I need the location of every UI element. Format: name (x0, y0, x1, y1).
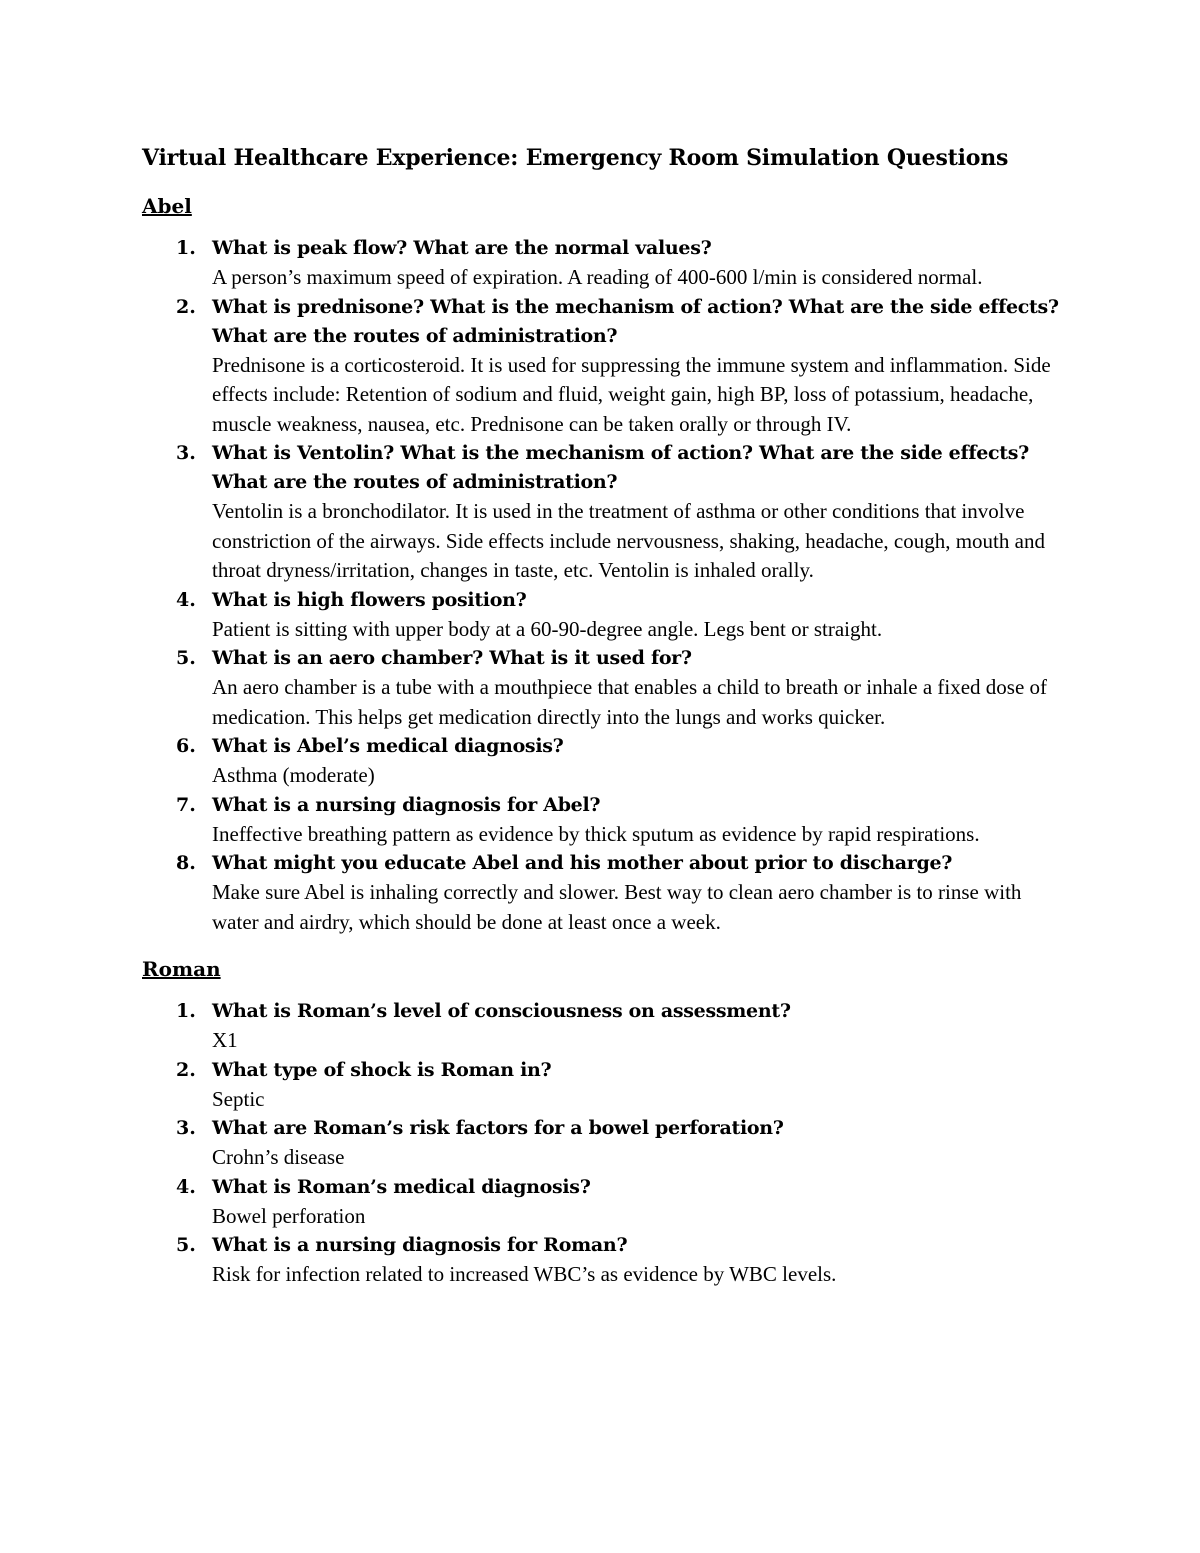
question-number: 6. (176, 735, 196, 757)
question-text: What is prednisone? What is the mechanism of action? What are the side effects? What are the routes of administration? (212, 295, 1059, 347)
question-item (142, 1231, 1062, 1290)
answer-text: An aero chamber is a tube with a mouthpiece that enables a child to breath or inhale a fixed dose of medication. This helps get medication directly into the lungs and works quicker. (212, 675, 1048, 729)
question-text: What is Ventolin? What is the mechanism of action? What are the side effects? What are the routes of administration? (212, 442, 1029, 493)
section-heading-roman: Roman (142, 957, 221, 981)
answer-text: Patient is sitting with upper body at a 60-90-degree angle. Legs bent or straight. (212, 616, 883, 641)
question-text: What is Abel’s medical diagnosis? (212, 735, 564, 757)
question-item (142, 1173, 1062, 1232)
question-text: What is Roman’s level of consciousness on assessment? (212, 1000, 791, 1022)
question-number: 8. (176, 852, 196, 874)
answer-text: Crohn’s disease (212, 1145, 345, 1169)
question-number: 1. (176, 1000, 196, 1022)
answer-text: A person’s maximum speed of expiration. A reading of 400-600 l/min is considered normal. (212, 265, 983, 289)
question-item (142, 234, 1062, 293)
question-item (142, 439, 1062, 586)
answer-text: Risk for infection related to increased WBC’s as evidence by WBC levels. (212, 1262, 837, 1286)
question-number: 5. (176, 647, 196, 669)
question-number: 5. (176, 1234, 196, 1256)
section-roman (142, 955, 1062, 1290)
question-item (142, 791, 1062, 850)
answer-text: Ineffective breathing pattern as evidence by thick sputum as evidence by rapid respirations. (212, 821, 980, 846)
question-item (142, 293, 1062, 440)
question-text: What type of shock is Roman in? (212, 1058, 552, 1081)
question-text: What is a nursing diagnosis for Abel? (212, 793, 601, 816)
question-number: 4. (176, 588, 196, 611)
answer-text: Make sure Abel is inhaling correctly and slower. Best way to clean aero chamber is to rinse with water and airdry, which should be done at least once a week. (212, 880, 1022, 934)
answer-text: X1 (212, 1028, 238, 1052)
answer-text: Bowel perforation (212, 1203, 366, 1228)
question-item (142, 1114, 1062, 1173)
document-page (142, 140, 1062, 1290)
answer-text: Ventolin is a bronchodilator. It is used in the treatment of asthma or other conditions that involve constriction of the airways. Side effects include nervousness, shaking, headache, cough, mouth and throat dryness/irritation, changes in taste, etc. Ventolin is inhaled orally. (212, 499, 1045, 582)
question-number: 2. (176, 295, 196, 318)
question-number: 3. (176, 1117, 196, 1139)
question-list-roman (142, 997, 1062, 1290)
question-item (142, 644, 1062, 732)
question-number: 7. (176, 793, 196, 816)
question-item (142, 586, 1062, 645)
question-text: What is an aero chamber? What is it used for? (212, 647, 692, 669)
section-abel (142, 192, 1062, 937)
answer-text: Septic (212, 1086, 265, 1111)
question-number: 1. (176, 237, 196, 259)
question-text: What is high flowers position? (212, 588, 527, 611)
answer-text: Asthma (moderate) (212, 763, 375, 787)
question-text: What is Roman’s medical diagnosis? (212, 1175, 591, 1198)
question-list-abel (142, 234, 1062, 937)
question-item (142, 849, 1062, 937)
question-item (142, 732, 1062, 791)
question-number: 2. (176, 1058, 196, 1081)
question-text: What is peak flow? What are the normal values? (212, 237, 712, 259)
question-item (142, 1056, 1062, 1115)
question-text: What are Roman’s risk factors for a bowel perforation? (212, 1117, 784, 1139)
question-text: What is a nursing diagnosis for Roman? (212, 1234, 628, 1256)
answer-text: Prednisone is a corticosteroid. It is used for suppressing the immune system and inflammation. Side effects include: Retention of sodium and fluid, weight gain, high BP, loss of potassium, headache, muscle weakness, nausea, etc. Prednisone can be taken orally or through IV. (212, 352, 1051, 436)
question-number: 3. (176, 442, 196, 464)
document-title: Virtual Healthcare Experience: Emergency Room Simulation Questions (142, 145, 1009, 171)
section-heading-abel: Abel (142, 194, 192, 218)
question-number: 4. (176, 1175, 196, 1198)
question-item (142, 997, 1062, 1056)
question-text: What might you educate Abel and his mother about prior to discharge? (212, 852, 953, 874)
